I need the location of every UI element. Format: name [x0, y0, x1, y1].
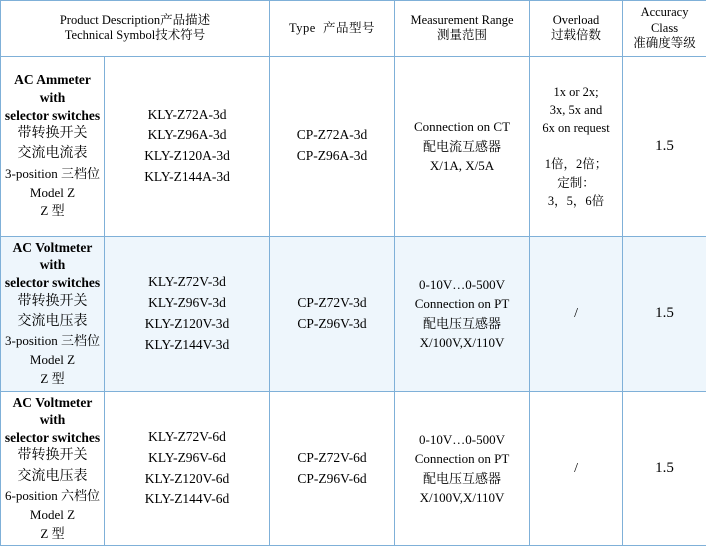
header-description-symbol — [1, 1, 270, 57]
symbol-item: KLY-Z96A-3d — [108, 125, 266, 146]
symbol-item: KLY-Z72V-3d — [108, 272, 266, 293]
row-description-en-line1: AC Voltmeter with — [4, 239, 101, 274]
row-description-zh-line2: 交流电压表 — [4, 312, 101, 332]
type-item: CP-Z96V-3d — [273, 314, 391, 335]
range-line: X/1A, X/5A — [398, 156, 526, 176]
row-description — [1, 391, 105, 546]
row-types — [270, 391, 395, 546]
symbol-item: KLY-Z96V-6d — [108, 448, 266, 469]
row-description-en-line1: AC Ammeter with — [4, 71, 101, 106]
range-line: Connection on CT — [398, 117, 526, 137]
row-description-zh-line5: Z 型 — [4, 370, 101, 389]
header-description-en: Product Description — [60, 13, 160, 27]
row-description — [1, 236, 105, 391]
row-accuracy: 1.5 — [623, 236, 706, 391]
type-item: CP-Z72V-3d — [273, 293, 391, 314]
range-line: 0-10V…0-500V — [398, 430, 526, 450]
overload-spacer — [533, 137, 619, 155]
row-technical-symbols — [105, 56, 270, 236]
header-overload-en: Overload — [533, 13, 619, 29]
row-description-zh-line3: 6-position 六档位 — [4, 487, 101, 506]
row-description-zh-line5: Z 型 — [4, 202, 101, 221]
row-description-zh-line1: 带转换开关 — [4, 124, 101, 144]
overload-line: 1x or 2x; — [533, 83, 619, 101]
row-technical-symbols — [105, 391, 270, 546]
type-item: CP-Z96V-6d — [273, 469, 391, 490]
symbol-item: KLY-Z120V-6d — [108, 469, 266, 490]
range-line: Connection on PT — [398, 449, 526, 469]
symbol-item: KLY-Z144V-3d — [108, 335, 266, 356]
table-header-row — [1, 1, 706, 57]
overload-line: 1倍，2倍； — [533, 155, 619, 173]
range-line: 配电流互感器 — [398, 137, 526, 157]
header-symbol-en: Technical Symbol — [65, 28, 155, 42]
row-description-zh-line3: 3-position 三档位 — [4, 332, 101, 351]
header-range-en: Measurement Range — [398, 13, 526, 29]
row-description-zh-line4: Model Z — [4, 351, 101, 370]
row-description-en-line2: selector switches — [4, 274, 101, 292]
header-overload-zh: 过载倍数 — [533, 28, 619, 44]
symbol-item: KLY-Z120A-3d — [108, 146, 266, 167]
row-technical-symbols — [105, 236, 270, 391]
row-measurement-range — [395, 391, 530, 546]
range-line: X/100V,X/110V — [398, 333, 526, 353]
row-measurement-range — [395, 236, 530, 391]
header-accuracy-zh: 准确度等级 — [626, 36, 703, 52]
type-item: CP-Z96A-3d — [273, 146, 391, 167]
row-description-zh-line2: 交流电压表 — [4, 467, 101, 487]
row-accuracy: 1.5 — [623, 56, 706, 236]
overload-line: 定制： — [533, 174, 619, 192]
header-accuracy-en-1: Accuracy — [626, 5, 703, 21]
table-row — [1, 236, 706, 391]
range-line: 配电压互感器 — [398, 469, 526, 489]
overload-line: 3，5，6倍 — [533, 192, 619, 210]
row-measurement-range — [395, 56, 530, 236]
row-description-en-line2: selector switches — [4, 429, 101, 447]
row-types — [270, 56, 395, 236]
row-description-zh-line4: Model Z — [4, 184, 101, 203]
row-description-en-line2: selector switches — [4, 107, 101, 125]
symbol-item: KLY-Z96V-3d — [108, 293, 266, 314]
overload-line: 3x, 5x and — [533, 101, 619, 119]
range-line: 配电压互感器 — [398, 314, 526, 334]
symbol-item: KLY-Z144A-3d — [108, 167, 266, 188]
header-type — [270, 1, 395, 57]
row-overload: / — [530, 236, 623, 391]
header-accuracy-en-2: Class — [626, 21, 703, 37]
table-row — [1, 56, 706, 236]
row-overload: / — [530, 391, 623, 546]
header-accuracy-class — [623, 1, 706, 57]
range-line: 0-10V…0-500V — [398, 275, 526, 295]
row-overload — [530, 56, 623, 236]
type-item: CP-Z72V-6d — [273, 448, 391, 469]
header-range-zh: 测量范围 — [398, 28, 526, 44]
row-description-zh-line2: 交流电流表 — [4, 144, 101, 164]
row-description — [1, 56, 105, 236]
row-description-zh-line5: Z 型 — [4, 525, 101, 544]
type-item: CP-Z72A-3d — [273, 125, 391, 146]
row-description-zh-line1: 带转换开关 — [4, 292, 101, 312]
range-line: Connection on PT — [398, 294, 526, 314]
symbol-item: KLY-Z72V-6d — [108, 427, 266, 448]
header-type-en: Type — [289, 21, 316, 35]
header-symbol-zh: 技术符号 — [155, 28, 205, 42]
table-row — [1, 391, 706, 546]
header-overload — [530, 1, 623, 57]
overload-line: 6x on request — [533, 119, 619, 137]
header-description-zh: 产品描述 — [160, 13, 210, 27]
symbol-item: KLY-Z72A-3d — [108, 105, 266, 126]
row-accuracy: 1.5 — [623, 391, 706, 546]
symbol-item: KLY-Z144V-6d — [108, 489, 266, 510]
row-description-zh-line4: Model Z — [4, 506, 101, 525]
header-type-zh: 产品型号 — [323, 21, 375, 35]
row-description-zh-line1: 带转换开关 — [4, 446, 101, 466]
row-types — [270, 236, 395, 391]
range-line: X/100V,X/110V — [398, 488, 526, 508]
symbol-item: KLY-Z120V-3d — [108, 314, 266, 335]
row-description-en-line1: AC Voltmeter with — [4, 394, 101, 429]
header-measurement-range — [395, 1, 530, 57]
row-description-zh-line3: 3-position 三档位 — [4, 165, 101, 184]
